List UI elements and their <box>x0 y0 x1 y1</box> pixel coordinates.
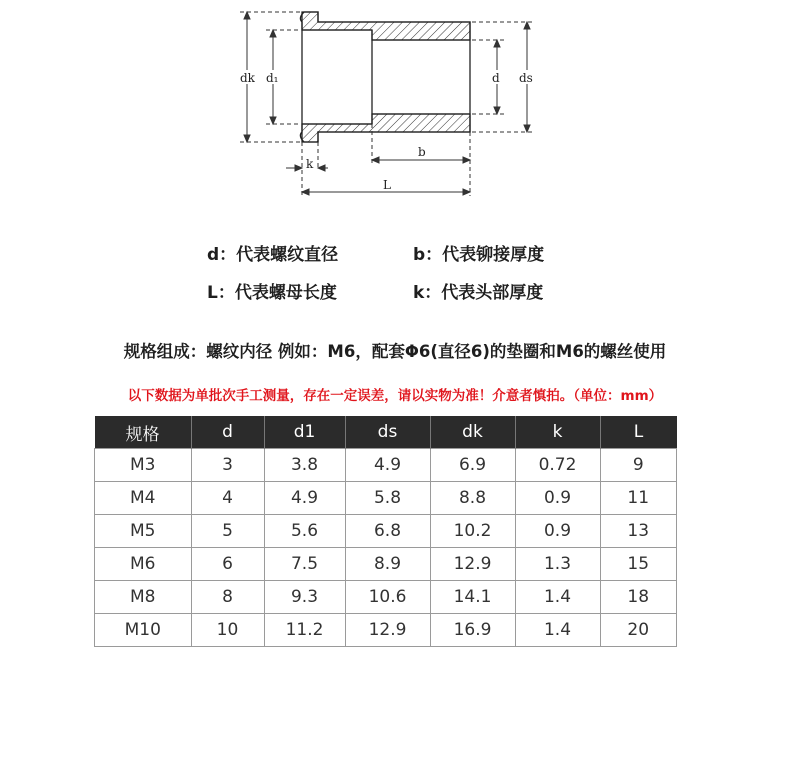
cell-d1: 7.5 <box>264 548 345 581</box>
cell-L: 9 <box>600 449 677 482</box>
table-row <box>95 515 677 548</box>
nut-section <box>300 12 470 142</box>
spec-table <box>94 416 677 647</box>
cell-dk: 8.8 <box>430 482 515 515</box>
cell-d: 10 <box>191 614 264 647</box>
cell-spec: M4 <box>95 482 192 515</box>
cell-d1: 5.6 <box>264 515 345 548</box>
legend-d: d：代表螺纹直径 <box>207 245 339 265</box>
label-d: d <box>492 71 500 85</box>
cell-spec: M5 <box>95 515 192 548</box>
cell-dk: 10.2 <box>430 515 515 548</box>
table-row <box>95 614 677 647</box>
header-L: L <box>600 416 677 449</box>
table-header-row <box>95 416 677 449</box>
cell-k: 1.4 <box>515 614 600 647</box>
cell-d: 3 <box>191 449 264 482</box>
legend-L: L：代表螺母长度 <box>207 283 337 303</box>
cell-L: 18 <box>600 581 677 614</box>
cell-L: 11 <box>600 482 677 515</box>
header-spec: 规格 <box>95 416 192 449</box>
header-d: d <box>191 416 264 449</box>
label-L: L <box>383 178 391 192</box>
cell-dk: 14.1 <box>430 581 515 614</box>
label-d1: d₁ <box>266 71 279 85</box>
cell-d1: 9.3 <box>264 581 345 614</box>
cell-dk: 6.9 <box>430 449 515 482</box>
header-dk: dk <box>430 416 515 449</box>
label-k: k <box>306 157 314 171</box>
header-k: k <box>515 416 600 449</box>
table-row <box>95 548 677 581</box>
legend-row <box>0 278 790 303</box>
cell-d1: 4.9 <box>264 482 345 515</box>
cell-L: 13 <box>600 515 677 548</box>
cell-d: 4 <box>191 482 264 515</box>
cell-k: 0.9 <box>515 482 600 515</box>
cell-d: 8 <box>191 581 264 614</box>
cell-d: 6 <box>191 548 264 581</box>
cell-ds: 12.9 <box>345 614 430 647</box>
cell-k: 1.3 <box>515 548 600 581</box>
rivet-nut-diagram <box>0 0 790 215</box>
legend-b: b：代表铆接厚度 <box>413 245 545 265</box>
cell-L: 20 <box>600 614 677 647</box>
cell-k: 0.72 <box>515 449 600 482</box>
cell-spec: M10 <box>95 614 192 647</box>
table-row <box>95 482 677 515</box>
cell-ds: 4.9 <box>345 449 430 482</box>
cell-dk: 16.9 <box>430 614 515 647</box>
cell-spec: M6 <box>95 548 192 581</box>
cell-spec: M8 <box>95 581 192 614</box>
cell-k: 0.9 <box>515 515 600 548</box>
cell-ds: 5.8 <box>345 482 430 515</box>
cell-spec: M3 <box>95 449 192 482</box>
label-dk: dk <box>240 71 255 85</box>
cell-ds: 10.6 <box>345 581 430 614</box>
header-d1: d1 <box>264 416 345 449</box>
cell-ds: 8.9 <box>345 548 430 581</box>
cell-ds: 6.8 <box>345 515 430 548</box>
measurement-notice: 以下数据为单批次手工测量，存在一定误差，请以实物为准！介意者慎拍。（单位：mm） <box>127 388 663 404</box>
cell-d: 5 <box>191 515 264 548</box>
label-b: b <box>418 145 426 159</box>
table-row <box>95 449 677 482</box>
header-ds: ds <box>345 416 430 449</box>
label-ds: ds <box>519 71 533 85</box>
cell-k: 1.4 <box>515 581 600 614</box>
cell-L: 15 <box>600 548 677 581</box>
legend-row <box>0 240 790 265</box>
spec-composition-note: 规格组成：螺纹内径 例如：M6，配套Φ6(直径6)的垫圈和M6的螺丝使用 <box>123 342 667 361</box>
cell-dk: 12.9 <box>430 548 515 581</box>
table-row <box>95 581 677 614</box>
cell-d1: 11.2 <box>264 614 345 647</box>
legend-k: k：代表头部厚度 <box>413 283 544 303</box>
cell-d1: 3.8 <box>264 449 345 482</box>
